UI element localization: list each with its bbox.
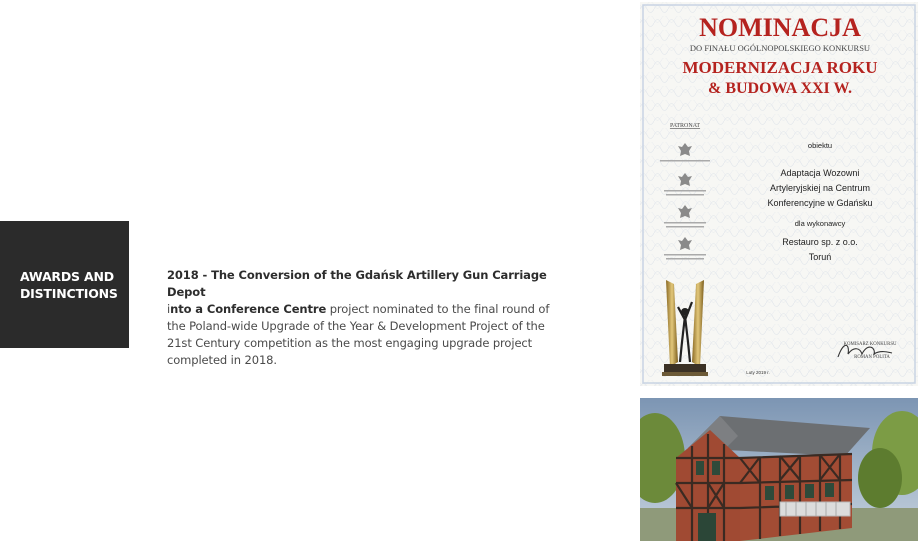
cert-commissioner: KOMISARZ KONKURSU [843, 342, 897, 347]
building-photo [640, 398, 918, 541]
cert-object-line1: Adaptacja Wozowni [780, 168, 860, 178]
section-title [20, 268, 118, 302]
cert-dla: dla wykonawcy [794, 219, 846, 228]
cert-patronat: PATRONAT [669, 123, 701, 129]
award-project-prefix: i [167, 302, 171, 316]
section-title-line2: DISTINCTIONS [20, 285, 118, 301]
nomination-certificate [640, 2, 918, 386]
cert-contest-line2: & BUDOWA XXI W. [707, 80, 853, 97]
section-label-box [0, 221, 129, 348]
cert-obiektu: obiektu [807, 141, 833, 150]
cert-object-line2: Artyleryjskiej na Centrum [769, 183, 871, 193]
cert-title: NOMINACJA [699, 13, 861, 42]
cert-date: Luty 2019 r. [746, 370, 770, 375]
award-project-name-cont: nto a Conference Centre [170, 302, 327, 316]
cert-object-line3: Konferencyjne w Gdańsku [767, 198, 873, 208]
section-title-line1: AWARDS AND [20, 268, 114, 284]
award-year: 2018 [167, 268, 199, 282]
award-description [167, 267, 567, 369]
cert-subtitle: DO FINAŁU OGÓLNOPOLSKIEGO KONKURSU [689, 43, 871, 53]
cert-commissioner-name: ROMAN POLITA [854, 355, 890, 360]
cert-company: Restauro sp. z o.o. [782, 237, 858, 247]
cert-contest-line1: MODERNIZACJA ROKU [682, 58, 878, 77]
award-text: project nominated to the final round of the Poland-wide Upgrade of the Year & Development Project of the 21st Century competition as the most engaging upgrade project completed in 2018. [167, 302, 550, 367]
cert-city: Toruń [808, 252, 832, 262]
award-project-name: The Conversion of the Gdańsk Artillery Gun Carriage Depot [167, 268, 547, 299]
award-dash: - [198, 268, 212, 282]
